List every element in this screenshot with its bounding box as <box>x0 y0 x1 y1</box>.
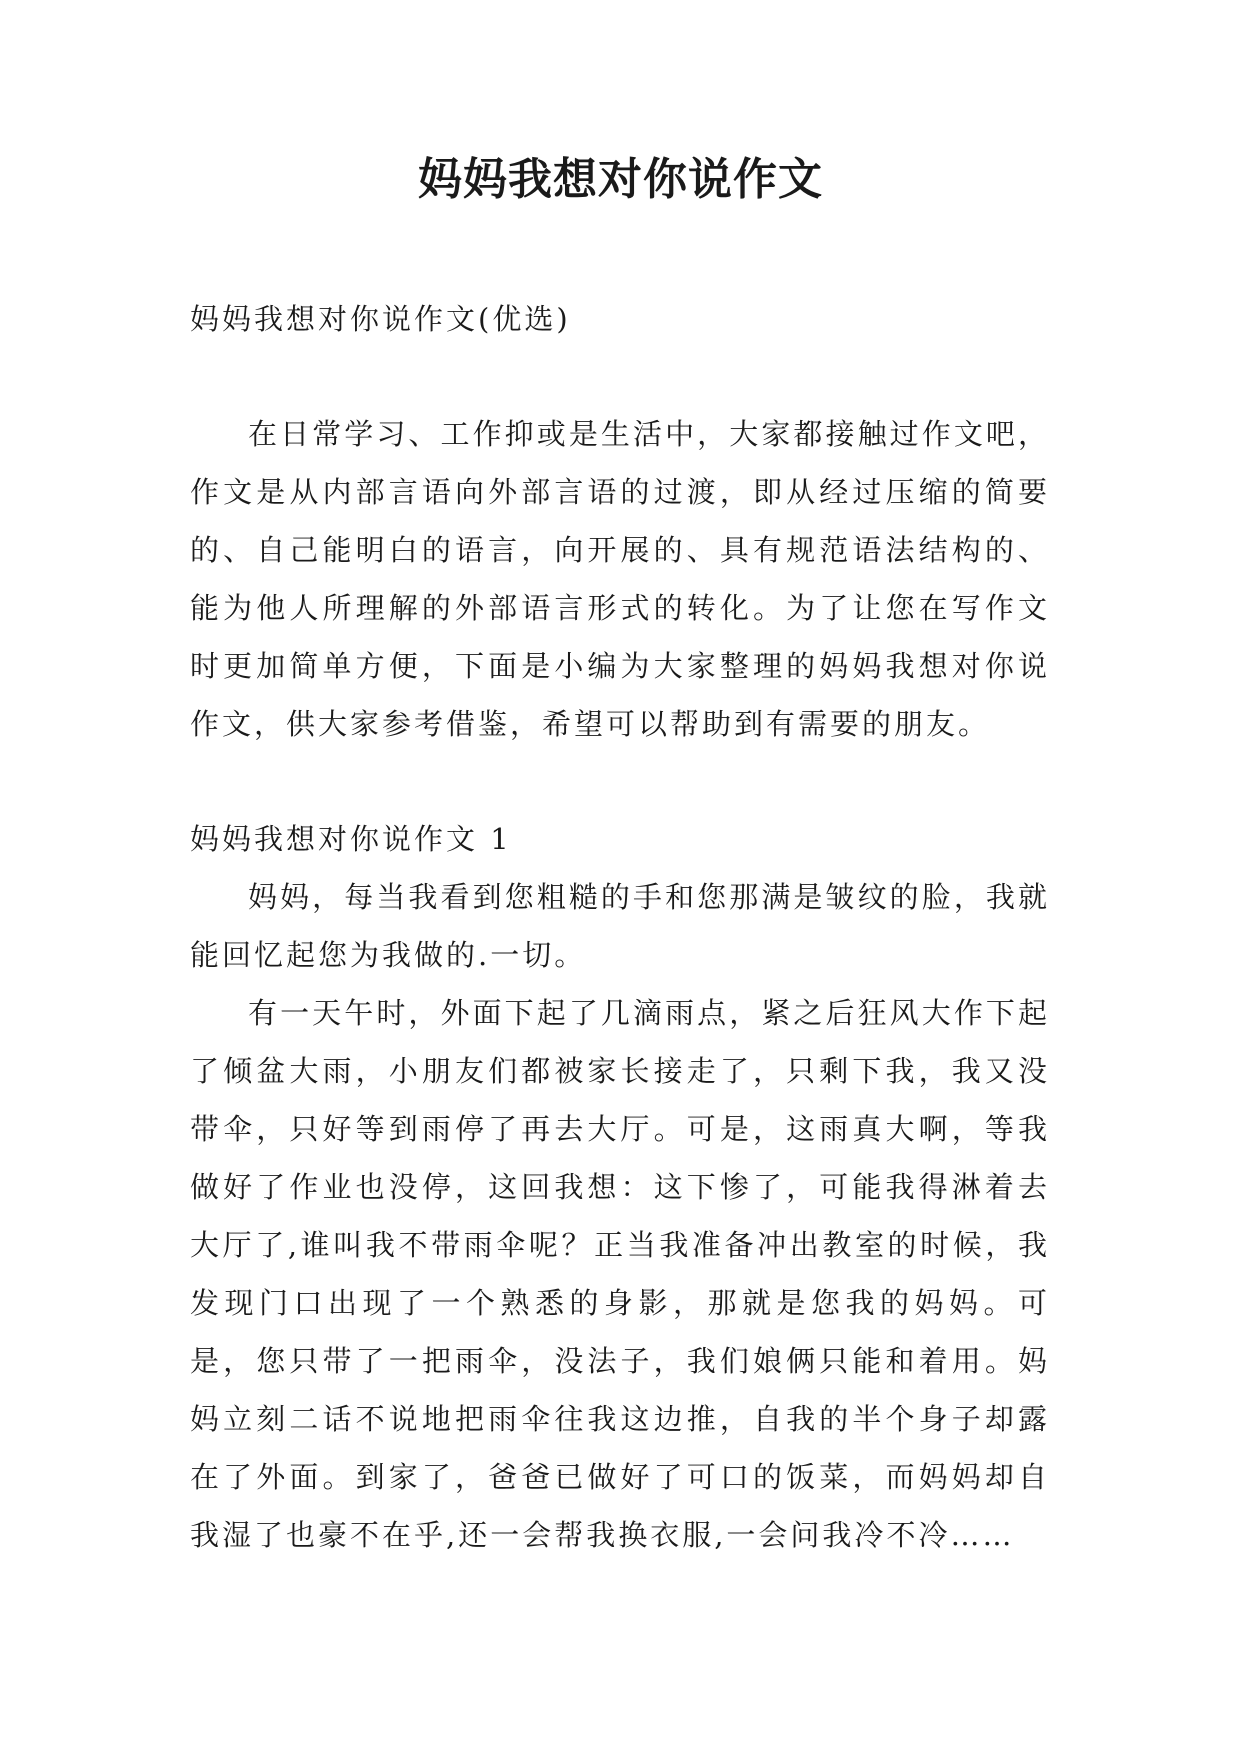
body-paragraph-2: 有一天午时，外面下起了几滴雨点，紧之后狂风大作下起了倾盆大雨，小朋友们都被家长接走了，只剩下我，我又没带伞，只好等到雨停了再去大厅。可是，这雨真大啊，等我做好了作业也没停，这回我想：这下惨了，可能我得淋着去大厅了,谁叫我不带雨伞呢？正当我准备冲出教室的时候，我发现门口出现了一个熟悉的身影，那就是您我的妈妈。可是，您只带了一把雨伞，没法子，我们娘俩只能和着用。妈妈立刻二话不说地把雨伞往我这边推，自我的半个身子却露在了外面。到家了，爸爸已做好了可口的饭菜，而妈妈却自我湿了也豪不在乎,还一会帮我换衣服,一会问我冷不冷…… <box>190 996 1050 1552</box>
document-subtitle: 妈妈我想对你说作文(优选) <box>190 302 571 336</box>
body-paragraph-1: 妈妈，每当我看到您粗糙的手和您那满是皱纹的脸，我就能回忆起您为我做的.一切。 <box>190 880 1050 972</box>
document-title: 妈妈我想对你说作文 <box>418 154 823 205</box>
intro-paragraph: 在日常学习、工作抑或是生活中，大家都接触过作文吧，作文是从内部言语向外部言语的过渡，即从经过压缩的简要的、自己能明白的语言，向开展的、具有规范语法结构的、能为他人所理解的外部语言形式的转化。为了让您在写作文时更加简单方便，下面是小编为大家整理的妈妈我想对你说作文，供大家参考借鉴，希望可以帮助到有需要的朋友。 <box>190 417 1050 741</box>
section-heading: 妈妈我想对你说作文 1 <box>190 822 512 856</box>
